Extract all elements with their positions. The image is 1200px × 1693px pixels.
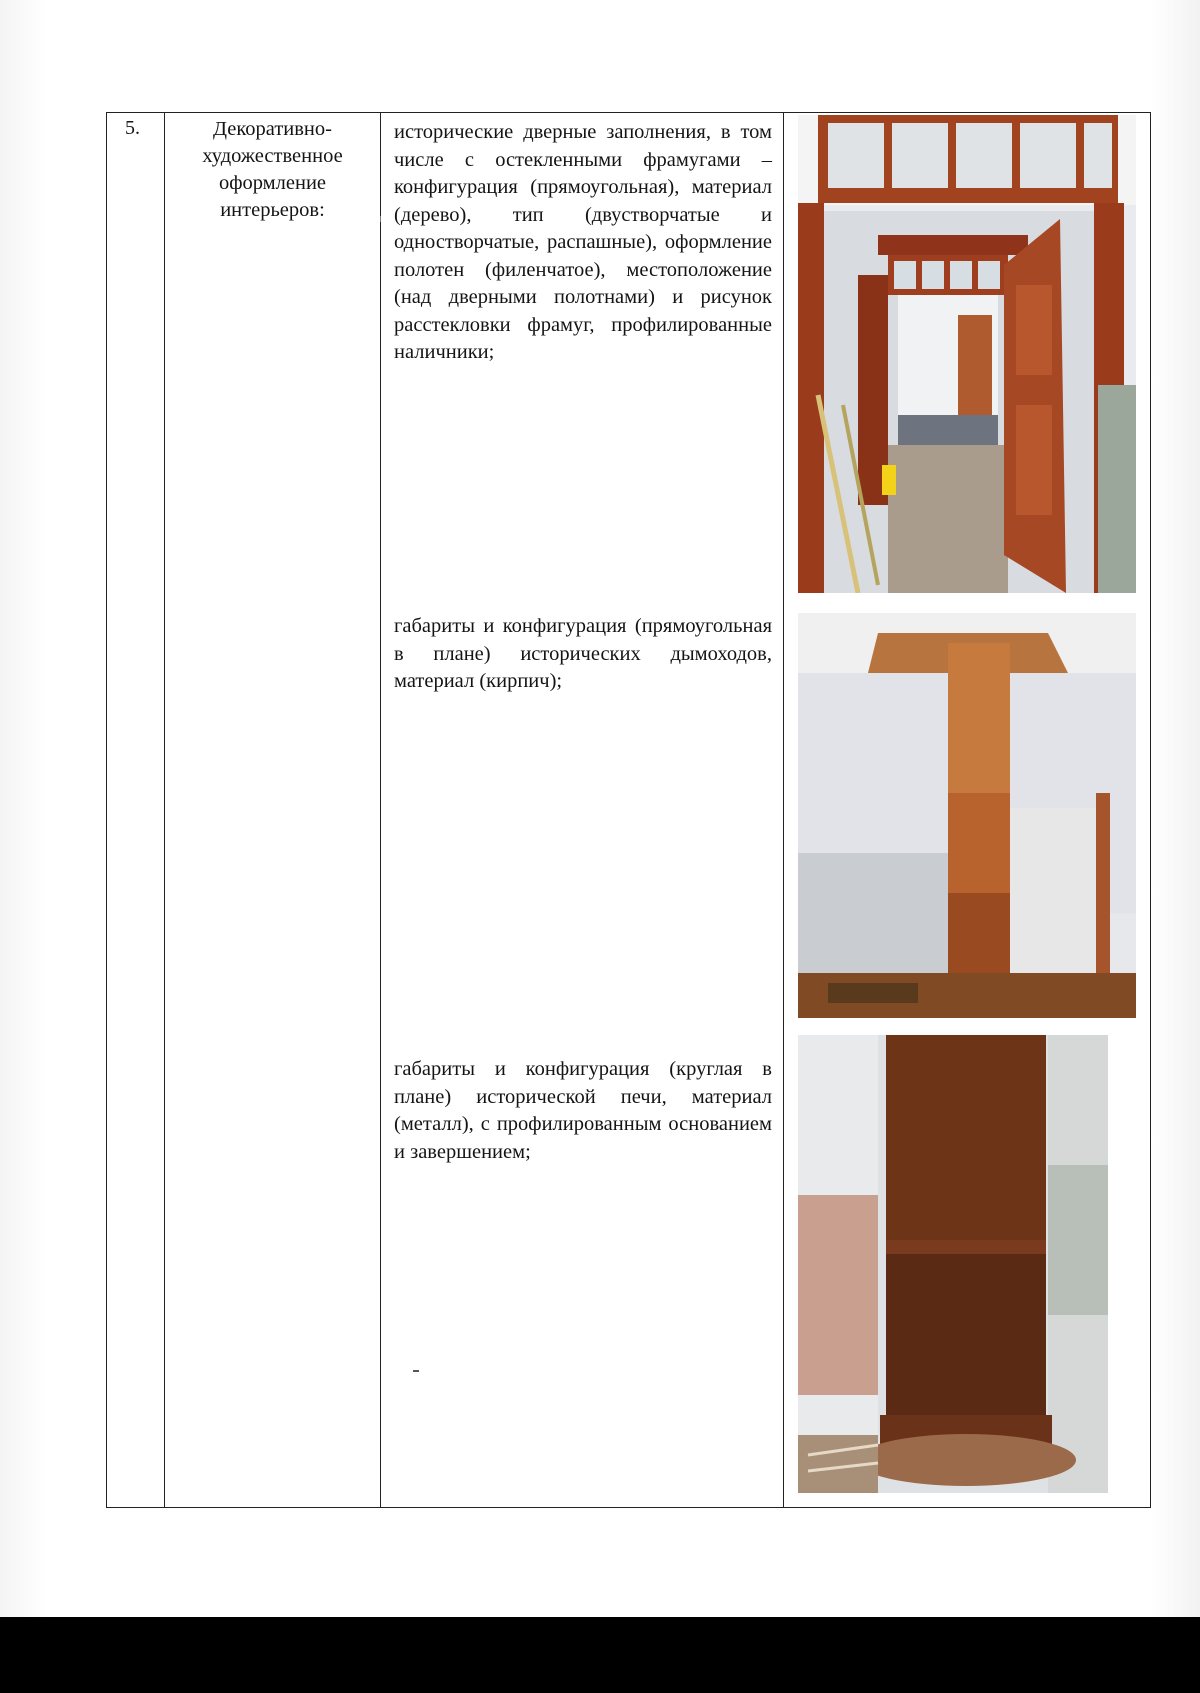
- table-row: [107, 113, 1151, 1508]
- chimney-photo-image: [798, 613, 1136, 1018]
- door-photo: [798, 115, 1136, 593]
- row-name-cell: [165, 113, 381, 1508]
- scan-speck: [380, 216, 381, 222]
- row-number-cell: [107, 113, 165, 1508]
- description-chimney: габариты и конфигурация (прямоугольная в плане) исторических дымоходов, материал (кирпич);: [394, 615, 772, 692]
- photo-cell: [784, 113, 1151, 1508]
- stove-photo-image: [798, 1035, 1108, 1493]
- description-stove: габариты и конфигурация (круглая в плане) исторической печи, материал (металл), с профилированным основанием и завершением;: [394, 1058, 772, 1163]
- scan-speck: [413, 1370, 419, 1372]
- door-photo-image: [798, 115, 1136, 593]
- row-number: 5.: [125, 117, 140, 139]
- description-doors: исторические дверные заполнения, в том числе с остекленными фрамугами –конфигурация (прямоугольная), материал (дерево), тип (двустворчатые и одностворчатые, распашные), оформление полотен (филенчатое), местоположение (над дверными полотнами) и рисунок расстекловки фрамуг, профилированные наличники;: [394, 121, 772, 363]
- chimney-photo: [798, 613, 1136, 1018]
- heritage-table: [106, 112, 1151, 1508]
- row-name: Декоративно-художественное оформление интерьеров:: [202, 118, 343, 221]
- stove-photo: [798, 1035, 1108, 1493]
- scan-footer-band: [0, 1617, 1200, 1693]
- description-cell: [381, 113, 784, 1508]
